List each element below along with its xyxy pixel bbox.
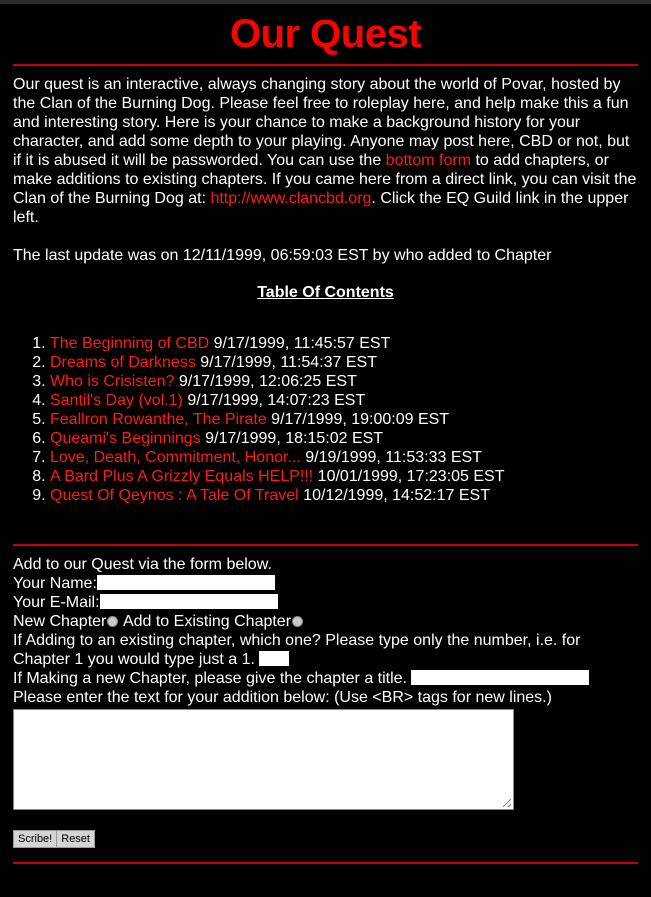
existing-chapter-label: Add to Existing Chapter <box>122 613 292 630</box>
chapter-date: 9/17/1999, 11:45:57 EST <box>209 335 391 352</box>
chapter-list <box>13 334 638 505</box>
chapter-link[interactable]: Who is Crisisten? <box>50 373 175 390</box>
chapter-number-row <box>13 650 638 669</box>
email-row <box>13 593 638 612</box>
divider-bottom <box>13 862 638 864</box>
resize-grip-icon[interactable] <box>503 799 511 807</box>
chapter-title-input[interactable] <box>411 670 589 685</box>
chapter-item <box>50 410 638 429</box>
chapter-date: 9/19/1999, 11:53:33 EST <box>300 449 482 466</box>
chapter-link[interactable]: Feallron Rowanthe, The Pirate <box>50 411 267 428</box>
intro-text-1: Our quest is an interactive, always changing story about the world of Povar, hosted by the Clan of the Burning Dog. Please feel free to roleplay here, and help make this a fun and interesting story. Here is your chance to make a background history for your character, and add some depth to your playing. Anyone may post here, CBD or not, but if it is abused it will be passworded. You can use the <box>13 76 630 169</box>
divider-middle <box>13 544 638 546</box>
chapter-item <box>50 486 638 505</box>
chapter-date: 9/17/1999, 19:00:09 EST <box>266 411 450 428</box>
chapter-link[interactable]: The Beginning of CBD <box>50 335 210 352</box>
chapter-link[interactable]: Queami's Beginnings <box>50 430 201 447</box>
chapter-number-input[interactable] <box>259 651 289 666</box>
new-title-label: If Making a new Chapter, please give the chapter a title. <box>13 670 408 687</box>
existing-chapter-radio[interactable] <box>292 616 303 627</box>
chapter-item <box>50 448 638 467</box>
bottom-form-link[interactable]: bottom form <box>385 152 472 169</box>
chapter-item <box>50 391 638 410</box>
intro-text-3: . Click the EQ Guild link in the upper left. <box>13 190 629 226</box>
intro-text-2: to add chapters, or make additions to existing chapters. If you came here from a direct link, you can visit the Clan of the Burning Dog at: <box>13 152 637 207</box>
name-label: Your Name: <box>13 575 97 592</box>
form-buttons <box>13 830 638 848</box>
clancbd-site-link[interactable]: http://www.clancbd.org <box>210 190 372 207</box>
name-input[interactable] <box>97 575 275 590</box>
email-label: Your E-Mail: <box>13 594 100 611</box>
chapter-number-label: Chapter 1 you would type just a 1. <box>13 651 255 668</box>
divider-top <box>13 64 638 66</box>
new-chapter-radio[interactable] <box>107 616 118 627</box>
add-chapter-form <box>13 555 638 848</box>
toc-title: Table Of Contents <box>257 284 394 301</box>
chapter-date: 10/01/1999, 17:23:05 EST <box>313 468 505 485</box>
scribe-button[interactable]: Scribe! <box>13 830 57 848</box>
new-chapter-label: New Chapter <box>13 613 107 630</box>
email-input[interactable] <box>100 594 278 609</box>
new-title-row <box>13 669 638 688</box>
reset-button[interactable]: Reset <box>56 830 95 848</box>
chapter-item <box>50 467 638 486</box>
chapter-link[interactable]: A Bard Plus A Grizzly Equals HELP!!! <box>50 468 314 485</box>
last-update-text: The last update was on 12/11/1999, 06:59:03 EST by who added to Chapter <box>13 247 552 264</box>
chapter-number-instruction: If Adding to an existing chapter, which one? Please type only the number, i.e. for <box>13 632 581 649</box>
chapter-date: 9/17/1999, 12:06:25 EST <box>174 373 357 390</box>
chapter-link[interactable]: Dreams of Darkness <box>50 354 196 371</box>
chapter-type-row <box>13 612 638 631</box>
chapter-link[interactable]: Quest Of Qeynos : A Tale Of Travel <box>50 487 299 504</box>
text-instruction: Please enter the text for your addition below: (Use <BR> tags for new lines.) <box>13 689 552 706</box>
name-row <box>13 574 638 593</box>
chapter-item <box>50 429 638 448</box>
chapter-date: 9/17/1999, 18:15:02 EST <box>200 430 384 447</box>
page-title: Our Quest <box>229 12 422 56</box>
chapter-item <box>50 334 638 353</box>
page-content <box>13 4 638 864</box>
addition-textarea[interactable] <box>13 709 514 810</box>
chapter-date: 10/12/1999, 14:52:17 EST <box>298 487 490 504</box>
chapter-item <box>50 353 638 372</box>
intro-paragraph <box>13 75 638 227</box>
chapter-date: 9/17/1999, 14:07:23 EST <box>182 392 366 409</box>
chapter-link[interactable]: Love, Death, Commitment, Honor... <box>50 449 301 466</box>
form-heading: Add to our Quest via the form below. <box>13 556 272 573</box>
chapter-date: 9/17/1999, 11:54:37 EST <box>195 354 377 371</box>
chapter-link[interactable]: Santil's Day (vol.1) <box>50 392 183 409</box>
chapter-item <box>50 372 638 391</box>
